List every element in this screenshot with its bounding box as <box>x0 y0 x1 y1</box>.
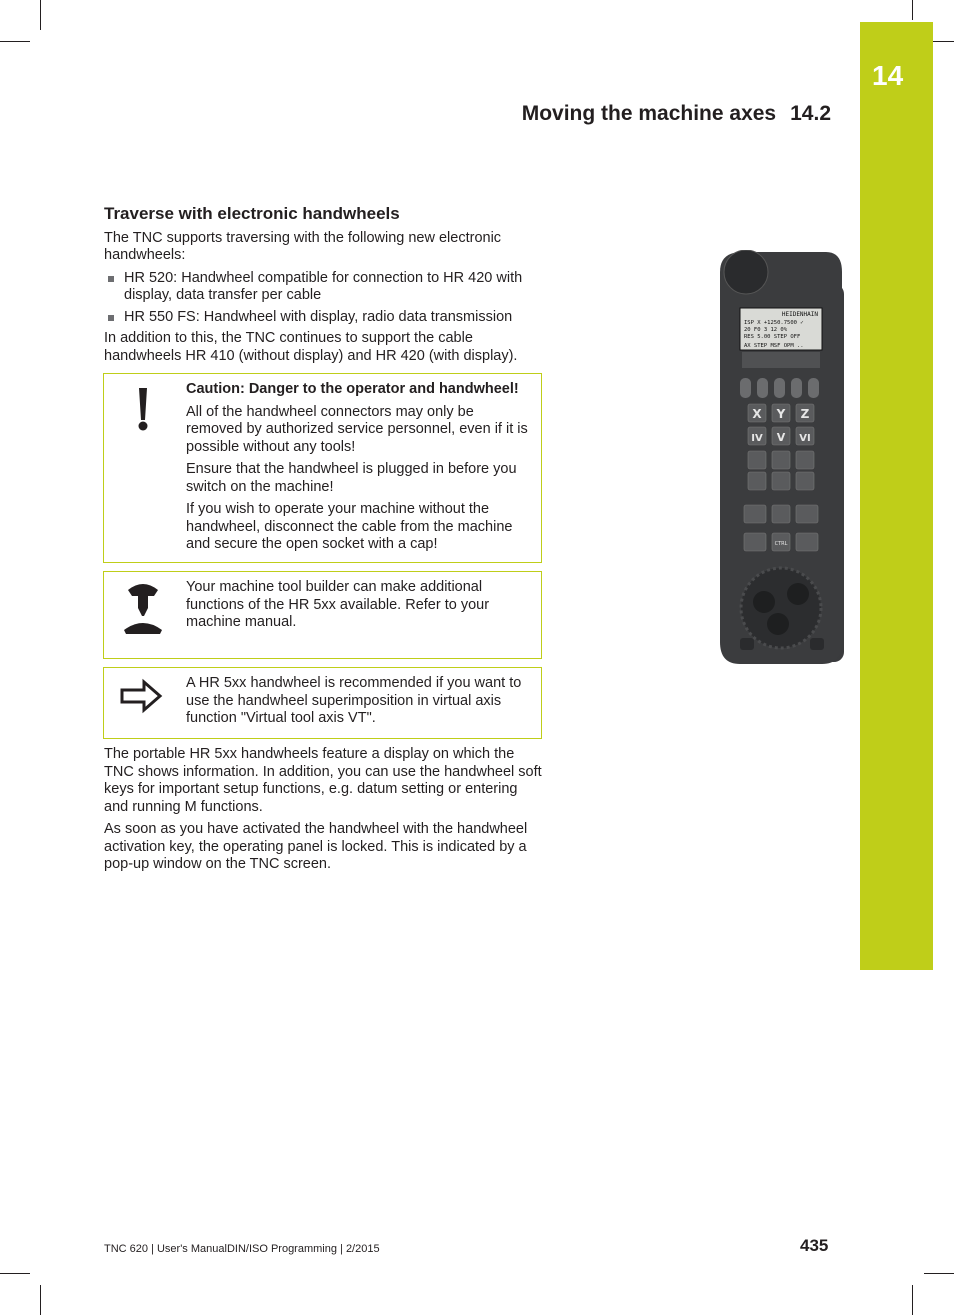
crop-mark <box>40 1285 41 1315</box>
crop-mark <box>924 1273 954 1274</box>
main-content <box>104 205 542 879</box>
handwheel-illustration <box>718 250 844 671</box>
warning-title: Caution: Danger to the operator and handwheel! <box>186 381 519 397</box>
ctrl-key-label: CTRL <box>774 541 788 547</box>
warning-paragraph: All of the handwheel connectors may only be removed by authorized service personnel, even if it is possible without any tools! <box>186 403 528 455</box>
chapter-number: 14 <box>872 60 904 91</box>
axis-key-label: Y <box>776 407 786 421</box>
crop-mark <box>912 0 913 20</box>
continuation-paragraph: In addition to this, the TNC continues to support the cable handwheels HR 410 (without display) and HR 420 (with display). <box>104 330 518 364</box>
axis-key-label: Z <box>800 407 810 421</box>
device-display-line: ISP X +1250.7500 ✓ <box>744 320 804 326</box>
warning-box <box>104 373 542 563</box>
exclamation-icon <box>104 374 186 460</box>
page-number: 435 <box>800 1236 829 1255</box>
axis-key-label: X <box>752 407 762 421</box>
header-section-number: 14.2 <box>790 102 831 125</box>
machine-spindle-icon <box>104 572 186 658</box>
crop-mark <box>0 41 30 42</box>
intro-paragraph: The TNC supports traversing with the following new electronic handwheels: <box>104 229 502 263</box>
crop-mark <box>912 1285 913 1315</box>
device-display-line: 20 F0 3 12 0% <box>744 327 788 333</box>
body-paragraph: The portable HR 5xx handwheels feature a display on which the TNC shows information. In addition, you can use the handwheel soft keys for important setup functions, e.g. datum setting or entering and running M functions. <box>104 746 542 815</box>
machine-note-box <box>104 571 542 659</box>
device-display-line: AX STEP MSF OPM .. <box>744 343 804 349</box>
section-heading: Traverse with electronic handwheels <box>104 204 400 223</box>
list-item: HR 520: Handwheel compatible for connection to HR 420 with display, data transfer per cable <box>104 270 542 305</box>
body-paragraph: As soon as you have activated the handwheel with the handwheel activation key, the operating panel is locked. This is indicated by a pop-up window on the TNC screen. <box>104 821 528 872</box>
footer-manual-title: TNC 620 | User's ManualDIN/ISO Programming | 2/2015 <box>104 1243 380 1255</box>
axis-key-label: IV <box>751 433 763 444</box>
chapter-tab <box>860 22 933 970</box>
axis-key-label: VI <box>799 433 811 444</box>
warning-paragraph: Ensure that the handwheel is plugged in before you switch on the machine! <box>186 461 517 495</box>
handwheel-list <box>104 270 542 327</box>
axis-key-label: V <box>776 431 786 444</box>
tip-box <box>104 667 542 739</box>
running-header <box>522 102 831 126</box>
crop-mark <box>40 0 41 30</box>
device-display-line: RES 5.00 STEP OFF <box>744 334 801 340</box>
list-item: HR 550 FS: Handwheel with display, radio data transmission <box>104 309 542 327</box>
warning-paragraph: If you wish to operate your machine without the handwheel, disconnect the cable from the machine and secure the open socket with a cap! <box>186 501 513 552</box>
tip-text: A HR 5xx handwheel is recommended if you want to use the handwheel superimposition in virtual axis function "Virtual tool axis VT". <box>186 675 522 726</box>
crop-mark <box>0 1273 30 1274</box>
device-brand-text: HEIDENHAIN <box>781 311 818 318</box>
machine-note-text: Your machine tool builder can make additional functions of the HR 5xx available. Refer to your machine manual. <box>186 579 490 630</box>
header-title: Moving the machine axes <box>521 102 777 125</box>
arrow-right-icon <box>104 668 186 734</box>
